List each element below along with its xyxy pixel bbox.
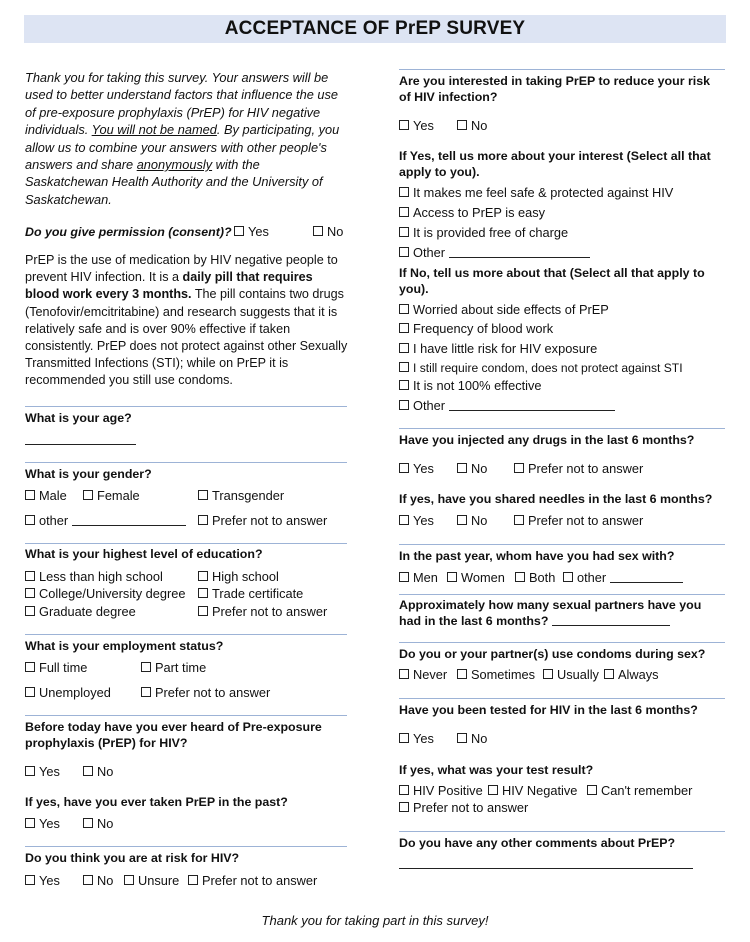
section-divider xyxy=(399,698,725,699)
checkbox-icon[interactable] xyxy=(25,515,35,525)
option-label: Graduate degree xyxy=(39,604,136,619)
checkbox-icon[interactable] xyxy=(399,515,409,525)
education-college-option[interactable] xyxy=(25,586,186,601)
checkbox-icon[interactable] xyxy=(587,785,597,795)
comments-input[interactable] xyxy=(399,868,693,869)
option-label: Can't remember xyxy=(601,783,693,798)
needles-yes-option[interactable] xyxy=(399,513,434,528)
result-positive-option[interactable] xyxy=(399,783,483,798)
checkbox-icon[interactable] xyxy=(313,226,323,236)
intro-part: Thank you for taking this survey. Your answers will be used to better understand factors that influence the use of pre-exposure prophylaxis (PrEP) for HIV negative individuals. xyxy=(25,70,339,138)
checkbox-icon[interactable] xyxy=(399,802,409,812)
option-label: Trade certificate xyxy=(212,586,304,601)
checkbox-icon[interactable] xyxy=(141,662,151,672)
option-label: Always xyxy=(618,667,659,682)
checkbox-icon[interactable] xyxy=(25,588,35,598)
sex-with-other-option[interactable] xyxy=(563,570,683,585)
employment-unemployed-option[interactable] xyxy=(25,685,111,700)
section-divider xyxy=(399,69,725,70)
option-label: Prefer not to answer xyxy=(212,513,328,528)
option-label: Prefer not to answer xyxy=(212,604,328,619)
education-prefer-not-option[interactable] xyxy=(198,604,327,619)
partners-question-text: Approximately how many sexual partners have you had in the last 6 months? xyxy=(399,598,702,628)
checkbox-icon[interactable] xyxy=(399,572,409,582)
checkbox-icon[interactable] xyxy=(83,490,93,500)
option-label: Prefer not to answer xyxy=(528,513,644,528)
if-no-other-option[interactable] xyxy=(399,398,615,413)
checkbox-icon[interactable] xyxy=(399,207,409,217)
checkbox-icon[interactable] xyxy=(399,343,409,353)
if-yes-option-3[interactable] xyxy=(399,225,568,240)
age-input[interactable] xyxy=(25,433,136,445)
checkbox-icon[interactable] xyxy=(198,606,208,616)
checkbox-icon[interactable] xyxy=(83,818,93,828)
condoms-always-option[interactable] xyxy=(604,667,659,682)
taken-question: If yes, have you ever taken PrEP in the past? xyxy=(25,795,288,809)
checkbox-icon[interactable] xyxy=(563,572,573,582)
sex-with-women-option[interactable] xyxy=(447,570,505,585)
info-bold: daily pill that requires blood work every 3 months. xyxy=(25,270,313,302)
result-prefer-not-option[interactable] xyxy=(399,800,528,815)
checkbox-icon[interactable] xyxy=(514,515,524,525)
footer-text: Thank you for taking part in this survey! xyxy=(261,913,489,928)
tested-no-option[interactable] xyxy=(457,731,487,746)
checkbox-icon[interactable] xyxy=(198,490,208,500)
age-question: What is your age? xyxy=(25,411,132,425)
if-yes-other-option[interactable] xyxy=(399,245,590,260)
partners-question xyxy=(399,597,725,629)
section-divider xyxy=(25,543,347,544)
checkbox-icon[interactable] xyxy=(198,571,208,581)
option-label: It is not 100% effective xyxy=(413,378,542,393)
if-no-option-1[interactable] xyxy=(399,302,609,317)
checkbox-icon[interactable] xyxy=(399,463,409,473)
checkbox-icon[interactable] xyxy=(124,875,134,885)
option-label: other xyxy=(577,570,607,585)
sex-with-question: In the past year, whom have you had sex with? xyxy=(399,549,675,563)
checkbox-icon[interactable] xyxy=(457,515,467,525)
checkbox-icon[interactable] xyxy=(457,669,467,679)
option-label: Frequency of blood work xyxy=(413,321,554,336)
condoms-question: Do you or your partner(s) use condoms during sex? xyxy=(399,647,706,661)
interested-no-option[interactable] xyxy=(457,118,487,133)
risk-question: Do you think you are at risk for HIV? xyxy=(25,851,240,865)
employment-question: What is your employment status? xyxy=(25,639,224,653)
checkbox-icon[interactable] xyxy=(25,875,35,885)
option-label: High school xyxy=(212,569,279,584)
option-label: It makes me feel safe & protected against HIV xyxy=(413,185,674,200)
if-no-option-2[interactable] xyxy=(399,321,553,336)
needles-question: If yes, have you shared needles in the last 6 months? xyxy=(399,492,713,506)
gender-other-option[interactable] xyxy=(25,513,186,528)
checkbox-icon[interactable] xyxy=(399,362,409,372)
option-label: Women xyxy=(461,570,505,585)
checkbox-icon[interactable] xyxy=(25,490,35,500)
consent-no-option[interactable] xyxy=(313,224,343,239)
option-label: Sometimes xyxy=(471,667,536,682)
checkbox-icon[interactable] xyxy=(141,687,151,697)
if-yes-question: If Yes, tell us more about your interest (Select all that apply to you). xyxy=(399,149,711,179)
option-label: It is provided free of charge xyxy=(413,225,569,240)
if-yes-other-input[interactable] xyxy=(449,246,590,258)
if-yes-option-1[interactable] xyxy=(399,185,673,200)
option-label: Prefer not to answer xyxy=(413,800,529,815)
option-label: Other xyxy=(413,398,446,413)
taken-no-option[interactable] xyxy=(83,816,113,831)
checkbox-icon[interactable] xyxy=(399,323,409,333)
gender-question: What is your gender? xyxy=(25,467,152,481)
sex-with-other-input[interactable] xyxy=(610,571,683,583)
injected-yes-option[interactable] xyxy=(399,461,434,476)
if-no-other-input[interactable] xyxy=(449,399,615,411)
gender-female-option[interactable] xyxy=(83,488,140,503)
if-no-option-3[interactable] xyxy=(399,341,597,356)
heard-no-option[interactable] xyxy=(83,764,113,779)
option-label: Yes xyxy=(413,731,434,746)
injected-question: Have you injected any drugs in the last 6 months? xyxy=(399,433,695,447)
checkbox-icon[interactable] xyxy=(399,304,409,314)
employment-part-option[interactable] xyxy=(141,660,206,675)
condoms-sometimes-option[interactable] xyxy=(457,667,535,682)
education-trade-option[interactable] xyxy=(198,586,303,601)
section-divider xyxy=(399,544,725,545)
option-label: No xyxy=(471,461,488,476)
option-label: No xyxy=(97,816,114,831)
condoms-never-option[interactable] xyxy=(399,667,447,682)
checkbox-icon[interactable] xyxy=(198,588,208,598)
section-divider xyxy=(399,642,725,643)
checkbox-icon[interactable] xyxy=(399,669,409,679)
checkbox-icon[interactable] xyxy=(457,733,467,743)
option-label: No xyxy=(327,224,344,239)
option-label: Usually xyxy=(557,667,599,682)
intro-text xyxy=(25,69,345,208)
checkbox-icon[interactable] xyxy=(399,400,409,410)
checkbox-icon[interactable] xyxy=(399,227,409,237)
option-label: I still require condom, does not protect against STI xyxy=(413,361,683,375)
risk-prefer-not-option[interactable] xyxy=(188,873,317,888)
risk-unsure-option[interactable] xyxy=(124,873,179,888)
if-no-question: If No, tell us more about that (Select all that apply to you). xyxy=(399,266,705,296)
option-label: College/University degree xyxy=(39,586,186,601)
checkbox-icon[interactable] xyxy=(25,818,35,828)
option-label: HIV Negative xyxy=(502,783,578,798)
if-no-option-4[interactable] xyxy=(399,361,683,375)
option-label: Other xyxy=(413,245,446,260)
section-divider xyxy=(25,462,347,463)
section-divider xyxy=(399,831,725,832)
needles-prefer-not-option[interactable] xyxy=(514,513,643,528)
checkbox-icon[interactable] xyxy=(25,766,35,776)
checkbox-icon[interactable] xyxy=(83,875,93,885)
option-label: Yes xyxy=(413,461,434,476)
option-label: Prefer not to answer xyxy=(155,685,271,700)
taken-yes-option[interactable] xyxy=(25,816,60,831)
risk-no-option[interactable] xyxy=(83,873,113,888)
section-divider xyxy=(25,715,347,716)
if-yes-option-2[interactable] xyxy=(399,205,545,220)
option-label: Yes xyxy=(413,513,434,528)
gender-transgender-option[interactable] xyxy=(198,488,284,503)
info-part: PrEP is the use of medication by HIV negative people to prevent HIV infection. It is a xyxy=(25,253,338,285)
risk-yes-option[interactable] xyxy=(25,873,60,888)
section-divider xyxy=(399,594,725,595)
heard-yes-option[interactable] xyxy=(25,764,60,779)
checkbox-icon[interactable] xyxy=(447,572,457,582)
option-label: Yes xyxy=(248,224,269,239)
tested-question: Have you been tested for HIV in the last 6 months? xyxy=(399,703,698,717)
option-label: Access to PrEP is easy xyxy=(413,205,546,220)
comments-question: Do you have any other comments about PrEP? xyxy=(399,836,676,850)
intro-anonymously: anonymously xyxy=(136,157,213,173)
option-label: No xyxy=(97,873,114,888)
option-label: Worried about side effects of PrEP xyxy=(413,302,609,317)
option-label: Prefer not to answer xyxy=(528,461,644,476)
option-label: No xyxy=(471,731,488,746)
section-divider xyxy=(399,428,725,429)
option-label: No xyxy=(471,118,488,133)
option-label: No xyxy=(471,513,488,528)
gender-male-option[interactable] xyxy=(25,488,67,503)
consent-yes-option[interactable] xyxy=(234,224,269,239)
option-label: HIV Positive xyxy=(413,783,483,798)
sex-with-both-option[interactable] xyxy=(515,570,555,585)
checkbox-icon[interactable] xyxy=(543,669,553,679)
option-label: Full time xyxy=(39,660,88,675)
interested-yes-option[interactable] xyxy=(399,118,434,133)
checkbox-icon[interactable] xyxy=(198,515,208,525)
option-label: Men xyxy=(413,570,438,585)
option-label: Unemployed xyxy=(39,685,111,700)
checkbox-icon[interactable] xyxy=(399,785,409,795)
option-label: Both xyxy=(529,570,556,585)
option-label: Transgender xyxy=(212,488,285,503)
checkbox-icon[interactable] xyxy=(25,606,35,616)
employment-prefer-not-option[interactable] xyxy=(141,685,270,700)
result-negative-option[interactable] xyxy=(488,783,577,798)
employment-full-option[interactable] xyxy=(25,660,87,675)
checkbox-icon[interactable] xyxy=(457,120,467,130)
checkbox-icon[interactable] xyxy=(604,669,614,679)
injected-no-option[interactable] xyxy=(457,461,487,476)
checkbox-icon[interactable] xyxy=(399,380,409,390)
option-label: Prefer not to answer xyxy=(202,873,318,888)
result-question: If yes, what was your test result? xyxy=(399,763,594,777)
if-no-option-5[interactable] xyxy=(399,378,542,393)
intro-part: with the Saskatchewan Health Authority and the University of Saskatchewan. xyxy=(25,157,323,207)
checkbox-icon[interactable] xyxy=(399,120,409,130)
consent-question: Do you give permission (consent)? xyxy=(25,225,232,239)
interested-question: Are you interested in taking PrEP to reduce your risk of HIV infection? xyxy=(399,74,711,104)
option-label: Male xyxy=(39,488,67,503)
option-label: Female xyxy=(97,488,140,503)
checkbox-icon[interactable] xyxy=(457,463,467,473)
needles-no-option[interactable] xyxy=(457,513,487,528)
checkbox-icon[interactable] xyxy=(399,187,409,197)
tested-yes-option[interactable] xyxy=(399,731,434,746)
checkbox-icon[interactable] xyxy=(83,766,93,776)
option-label: Never xyxy=(413,667,448,682)
education-question: What is your highest level of education? xyxy=(25,547,263,561)
option-label: Yes xyxy=(39,873,60,888)
checkbox-icon[interactable] xyxy=(234,226,244,236)
gender-other-input[interactable] xyxy=(72,514,186,526)
checkbox-icon[interactable] xyxy=(25,571,35,581)
checkbox-icon[interactable] xyxy=(188,875,198,885)
option-label: Yes xyxy=(39,764,60,779)
sex-with-men-option[interactable] xyxy=(399,570,438,585)
checkbox-icon[interactable] xyxy=(399,247,409,257)
option-label: Yes xyxy=(39,816,60,831)
option-label: other xyxy=(39,513,69,528)
education-hs-option[interactable] xyxy=(198,569,279,584)
prep-info-text xyxy=(25,252,350,390)
education-less-hs-option[interactable] xyxy=(25,569,163,584)
section-divider xyxy=(25,634,347,635)
option-label: Part time xyxy=(155,660,207,675)
heard-question: Before today have you ever heard of Pre-exposure prophylaxis (PrEP) for HIV? xyxy=(25,720,322,750)
checkbox-icon[interactable] xyxy=(25,687,35,697)
option-label: Less than high school xyxy=(39,569,163,584)
option-label: No xyxy=(97,764,114,779)
education-graduate-option[interactable] xyxy=(25,604,136,619)
option-label: Yes xyxy=(413,118,434,133)
section-divider xyxy=(25,406,347,407)
condoms-usually-option[interactable] xyxy=(543,667,599,682)
checkbox-icon[interactable] xyxy=(514,463,524,473)
option-label: Unsure xyxy=(138,873,180,888)
checkbox-icon[interactable] xyxy=(515,572,525,582)
survey-title: ACCEPTANCE OF PrEP SURVEY xyxy=(24,15,726,43)
injected-prefer-not-option[interactable] xyxy=(514,461,643,476)
intro-part: . By participating, you allow us to combine your answers with other people's answers and share xyxy=(25,122,340,173)
result-cant-remember-option[interactable] xyxy=(587,783,692,798)
info-part: The pill contains two drugs (Tenofovir/emcitritabine) and research suggests that it is relatively safe and is over 90% effective if taken consistently. PrEP does not protect against other Sexually Transmitted Infections (STI); while on PrEP it is recommended you still use condoms. xyxy=(25,287,348,388)
section-divider xyxy=(25,846,347,847)
checkbox-icon[interactable] xyxy=(399,733,409,743)
partners-input[interactable] xyxy=(552,614,670,626)
option-label: I have little risk for HIV exposure xyxy=(413,341,598,356)
checkbox-icon[interactable] xyxy=(488,785,498,795)
gender-prefer-not-option[interactable] xyxy=(198,513,327,528)
intro-not-named: You will not be named xyxy=(91,122,217,138)
checkbox-icon[interactable] xyxy=(25,662,35,672)
